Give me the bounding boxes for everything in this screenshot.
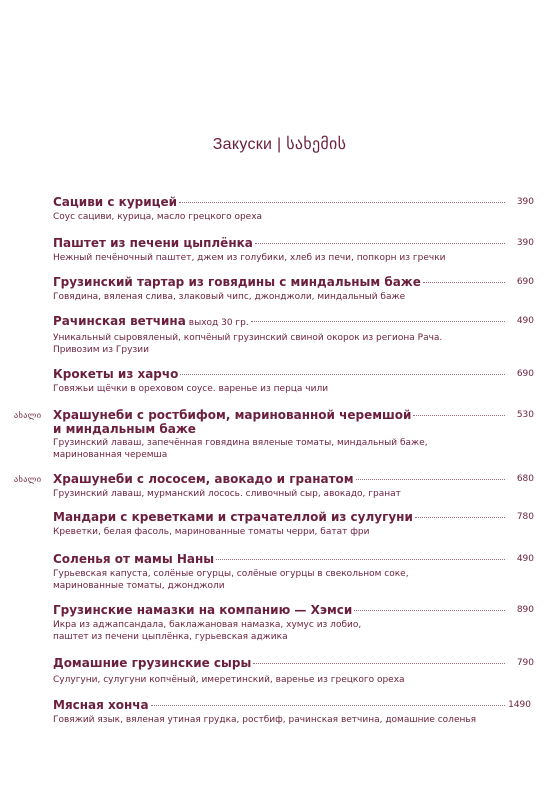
item-price: 690 — [516, 369, 534, 379]
item-name: Соленья от мамы Наны — [53, 552, 215, 566]
item-price: 780 — [516, 512, 534, 522]
menu-item — [53, 552, 534, 592]
item-price: 390 — [516, 238, 534, 248]
item-description: Говяжий язык, вяленая утиная грудка, ростбиф, рачинская ветчина, домашние соленья — [53, 715, 477, 725]
menu-item — [53, 603, 534, 643]
item-description: Креветки, белая фасоль, маринованные томаты черри, батат фри — [53, 527, 370, 537]
menu-item — [53, 314, 534, 356]
item-price: 890 — [516, 605, 534, 615]
item-name: Мясная хонча — [53, 698, 149, 712]
item-description — [53, 568, 507, 592]
menu-item — [53, 472, 534, 500]
new-tag: ახალი — [14, 475, 42, 484]
item-description: Нежный печёночный паштет, джем из голубики, хлеб из печи, попкорн из гречки — [53, 253, 446, 263]
item-price: 530 — [516, 410, 534, 420]
item-description — [53, 619, 507, 643]
item-description: Сулугуни, сулугуни копчёный, имеретинский, варенье из грецкого ореха — [53, 675, 405, 685]
desc-line: паштет из печени цыплёнка, гурьевская аджика — [53, 632, 288, 642]
item-description — [53, 332, 507, 356]
menu-item — [53, 408, 534, 461]
item-name: Домашние грузинские сыры — [53, 656, 252, 670]
item-price: 490 — [516, 316, 534, 326]
menu-item — [53, 195, 534, 223]
item-description: Говядина, вяленая слива, злаковый чипс, джонджоли, миндальный баже — [53, 292, 406, 302]
desc-line: Гурьевская капуста, солёные огурцы, солёные огурцы в свекольном соке, — [53, 569, 409, 579]
menu-item — [53, 510, 534, 538]
item-description — [53, 437, 507, 461]
item-price: 790 — [516, 658, 534, 668]
item-name: Храшунеби с лососем, авокадо и гранатом — [53, 472, 354, 486]
item-price: 490 — [516, 554, 534, 564]
desc-line: маринованные томаты, джонджоли — [53, 581, 225, 591]
item-description: Соус сациви, курица, масло грецкого ореха — [53, 212, 263, 222]
item-description: Грузинский лаваш, мурманский лосось. сливочный сыр, авокадо, гранат — [53, 489, 401, 499]
item-name: Рачинская ветчина — [53, 314, 186, 328]
menu-item — [53, 698, 531, 726]
menu-item — [53, 367, 534, 395]
page-title: Закуски | სახემის — [212, 136, 347, 153]
item-name: Грузинский тартар из говядины с миндальным баже — [53, 275, 421, 289]
desc-line: Грузинский лаваш, запечённая говядина вяленые томаты, миндальный баже, — [53, 438, 428, 448]
item-name: Паштет из печени цыплёнка — [53, 236, 253, 250]
item-name: Грузинские намазки на компанию — Хэмси — [53, 603, 353, 617]
desc-line: Икра из аджапсандала, баклажановая намазка, хумус из лобио, — [53, 620, 362, 630]
item-portion: выход 30 гр. — [188, 318, 249, 328]
item-price: 1490 — [508, 700, 531, 710]
item-name-line2: и миндальным баже — [53, 422, 196, 436]
desc-line: Уникальный сыровяленый, копчёный грузинский свиной окорок из региона Рача. — [53, 333, 443, 343]
new-tag: ახალი — [14, 411, 42, 420]
menu-item — [53, 656, 534, 686]
item-description: Говяжьи щёчки в ореховом соусе. варенье из перца чили — [53, 384, 329, 394]
menu-item — [53, 236, 534, 264]
item-price: 680 — [516, 474, 534, 484]
item-price: 690 — [516, 277, 534, 287]
item-name: Мандари с креветками и страчателлой из сулугуни — [53, 510, 413, 524]
item-name: Сациви с курицей — [53, 195, 178, 209]
item-name: Храшунеби с ростбифом, маринованной черемшой — [53, 408, 412, 422]
desc-line: Привозим из Грузии — [53, 345, 149, 355]
item-price: 390 — [516, 197, 534, 207]
item-name: Крокеты из харчо — [53, 367, 179, 381]
desc-line: маринованная черемша — [53, 450, 168, 460]
menu-item — [53, 275, 534, 303]
